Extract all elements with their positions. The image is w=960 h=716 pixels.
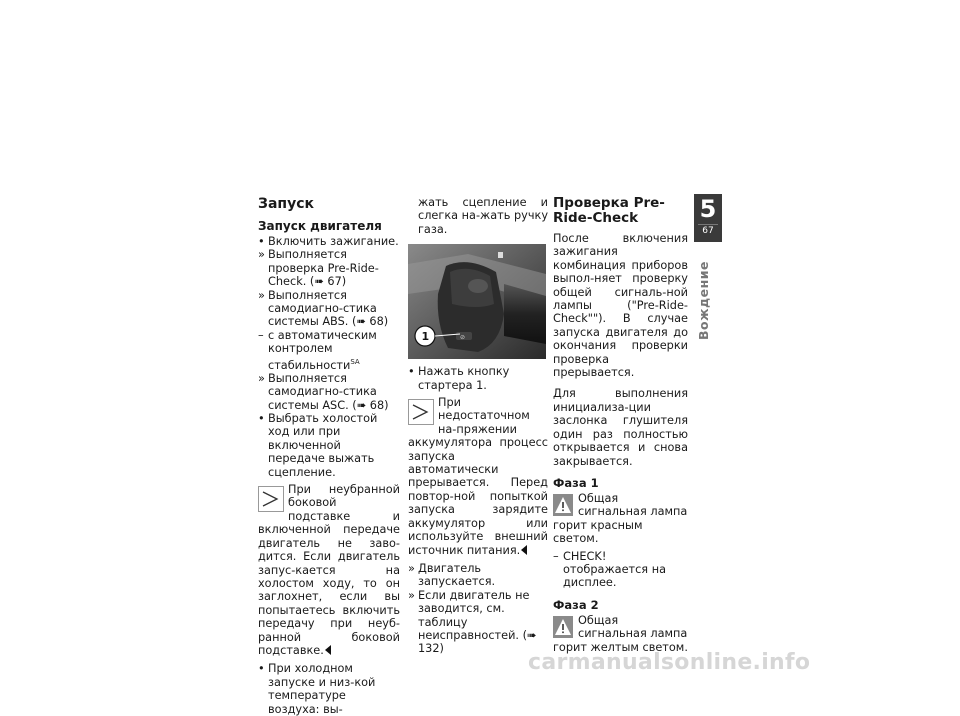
section-title: Проверка Pre-Ride-Check bbox=[553, 195, 665, 226]
result-marker: » bbox=[258, 288, 265, 302]
section-title: Запуск bbox=[258, 196, 314, 212]
phase-title: Фаза 1 bbox=[553, 475, 599, 490]
list-item bbox=[258, 372, 400, 412]
bullet-marker: • bbox=[258, 235, 265, 248]
warning-triangle-icon bbox=[553, 494, 573, 516]
column-2 bbox=[408, 196, 548, 656]
end-mark-icon bbox=[325, 645, 331, 655]
dash-marker: – bbox=[553, 549, 559, 563]
list-item-text-main: с автоматическим контролем стабильности bbox=[268, 328, 377, 372]
column-3 bbox=[553, 196, 688, 654]
svg-text:⊘: ⊘ bbox=[460, 334, 466, 342]
list-item bbox=[258, 289, 400, 329]
note-text: При недостаточном на-пряжении аккумулятора процесс запуска автоматически прерывается. Перед повтор-ной попыткой запуска зарядите аккумулятор или используйте внешний источник питания. bbox=[408, 396, 548, 557]
bullet-marker: • bbox=[258, 662, 265, 676]
subsection-title: Запуск двигателя bbox=[258, 219, 382, 233]
list-item bbox=[408, 365, 548, 392]
warning-block bbox=[553, 492, 688, 546]
dash-marker: – bbox=[258, 328, 264, 342]
chapter-tab bbox=[694, 194, 722, 242]
paragraph: После включения зажигания комбинация приборов выпол-няет проверку общей сигналь-ной лампы ("Pre-Ride-Check""). В случае запуска двигателя до окончания проверки проверка прерывается. bbox=[553, 232, 688, 380]
result-marker: » bbox=[408, 561, 415, 575]
result-marker: » bbox=[408, 588, 415, 602]
list-item-text: Нажать кнопку стартера 1. bbox=[418, 365, 510, 392]
phase-title: Фаза 2 bbox=[553, 597, 599, 612]
result-marker: » bbox=[258, 248, 265, 262]
handlebar-switch-photo bbox=[408, 244, 546, 359]
list-item-text: Выполняется самодиагно-стика системы ASC. (➠ 68) bbox=[268, 371, 389, 412]
option-superscript: SA bbox=[350, 357, 360, 366]
note-block bbox=[258, 483, 400, 657]
chapter-number: 5 bbox=[699, 195, 717, 223]
phase-text: Общая сигнальная лампа горит красным светом. bbox=[553, 491, 688, 546]
column-1 bbox=[258, 196, 400, 716]
list-item bbox=[258, 662, 400, 716]
note-text: При неубранной боковой подставке и включенной передаче двигатель не заво-дится. Если двигатель запус-кается на холостом ходу, то он заглохнет, если вы попытаетесь включить передачу при неуб-ранной боковой подставке. bbox=[258, 483, 400, 657]
paragraph: Для выполнения инициализа-ции заслонка глушителя один раз полностью открывается и снова закрывается. bbox=[553, 387, 688, 468]
bullet-marker: • bbox=[408, 365, 415, 379]
list-item bbox=[258, 248, 400, 288]
watermark: carmanualsonline.info bbox=[528, 650, 811, 675]
photo-callout-label: 1 bbox=[421, 330, 430, 344]
list-item bbox=[258, 412, 400, 479]
list-item bbox=[553, 550, 688, 590]
page-number: 67 bbox=[702, 226, 714, 236]
end-mark-icon bbox=[521, 545, 527, 555]
list-item-text: Включить зажигание. bbox=[268, 235, 399, 248]
list-item-text: Выполняется проверка Pre-Ride-Check. (➠ 67) bbox=[268, 248, 379, 289]
list-item-text bbox=[268, 329, 400, 372]
list-item-text: CHECK! отображается на дисплее. bbox=[563, 549, 667, 590]
warning-block bbox=[553, 614, 688, 654]
list-item bbox=[408, 562, 548, 589]
note-icon bbox=[258, 486, 284, 512]
chapter-title-vertical: Вождение bbox=[696, 261, 711, 340]
bullet-marker: • bbox=[258, 412, 265, 426]
continued-text: жать сцепление и слегка на-жать ручку газа. bbox=[418, 196, 549, 236]
list-item bbox=[258, 329, 400, 372]
list-item bbox=[408, 589, 548, 656]
note-icon bbox=[408, 399, 434, 425]
result-marker: » bbox=[258, 371, 265, 385]
list-item-text: Выбрать холостой ход или при включенной передаче выжать сцепление. bbox=[268, 412, 378, 479]
list-item-text: Выполняется самодиагно-стика системы ABS. (➠ 68) bbox=[268, 288, 389, 329]
list-item bbox=[258, 235, 400, 248]
list-item-text: Если двигатель не заводится, см. таблицу неисправностей. (➠ 132) bbox=[418, 588, 537, 656]
phase-text: Общая сигнальная лампа горит желтым светом. bbox=[553, 613, 688, 654]
list-item-text: При холодном запуске и низ-кой температуре воздуха: вы- bbox=[268, 662, 376, 716]
warning-triangle-icon bbox=[553, 616, 573, 638]
list-item-text: Двигатель запускается. bbox=[418, 561, 496, 589]
note-block bbox=[408, 396, 548, 557]
